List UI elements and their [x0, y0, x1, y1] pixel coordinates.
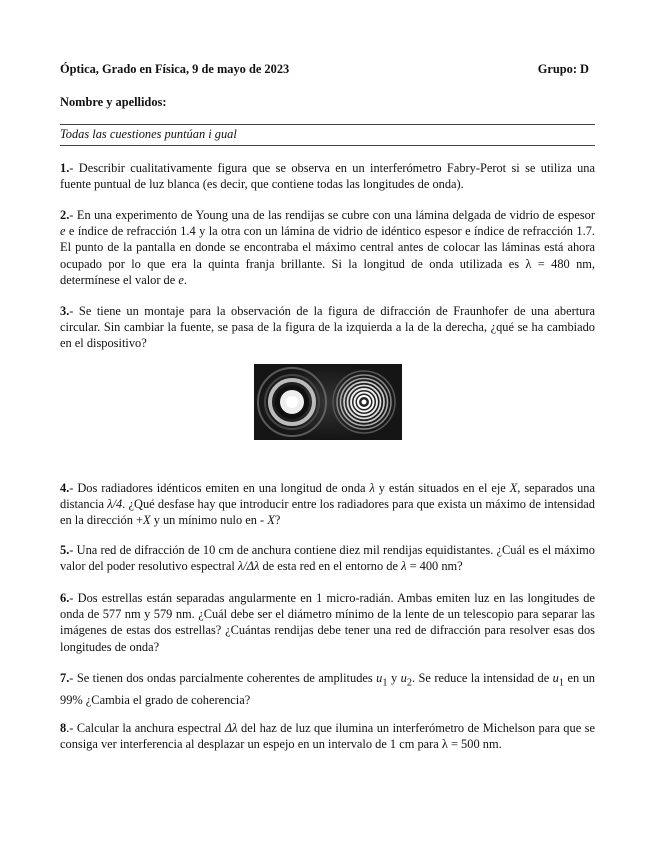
name-label: Nombre y apellidos: [60, 95, 167, 109]
question-3: 3.- Se tiene un montaje para la observación de la figura de difracción de Fraunhofer de una abertura circular. Sin cambiar la fuente, se pasa de la figura de la izquierda a la de la derecha, ¿qué se ha cambiado en el dispositivo? [60, 304, 595, 351]
top-rule [60, 124, 595, 125]
question-4: 4.- Dos radiadores idénticos emiten en una longitud de onda λ y están situados en el eje X, separados una distancia λ/4. ¿Qué desfase hay que introducir entre los radiadores para que exista un máximo de intensidad en la dirección +X y un mínimo nulo en - X? [60, 481, 596, 528]
question-1: 1.- Describir cualitativamente figura que se observa en un interferómetro Fabry-Perot si se utiliza una fuente puntual de luz blanca (es decir, que contiene todas las longitudes de onda). [60, 161, 595, 192]
bottom-rule [60, 145, 595, 146]
question-5: 5.- Una red de difracción de 10 cm de anchura contiene diez mil rendijas equidistantes. ¿Cuál es el máximo valor del poder resolutivo espectral λ/Δλ de esta red en el entorno de λ = 400 nm? [60, 543, 595, 574]
diffraction-figure [254, 364, 402, 440]
question-2: 2.- En una experimento de Young una de las rendijas se cubre con una lámina delgada de vidrio de espesor e e índice de refracción 1.4 y la otra con un lámina de vidrio de idéntico espesor e índice de refracción 1.7. El punto de la pantalla en donde se encontraba el máximo central antes de colocar las láminas está ahora ocupado por lo que era la quinta franja brillante. Si la longitud de onda utilizada es λ = 480 nm, determínese el valor de e. [60, 208, 595, 287]
scoring-note: Todas las cuestiones puntúan i gual [60, 127, 237, 141]
question-8: 8.- Calcular la anchura espectral Δλ del haz de luz que ilumina un interferómetro de Michelson para que se consiga ver interferencia al desplazar un espejo en un intervalo de 1 cm para λ = 500 nm. [60, 721, 595, 752]
left-airy-pattern [258, 368, 326, 436]
question-6: 6.- Dos estrellas están separadas angularmente en 1 micro-radián. Ambas emiten luz en las longitudes de onda de 577 nm y 579 nm. ¿Cuál debe ser el diámetro mínimo de la lente de un telescopio para separar las imágenes de estas dos estrellas? ¿Cuántas rendijas debe tener una red de difracción para resolver esas dos longitudes de onda? [60, 591, 595, 654]
exam-title: Óptica, Grado en Física, 9 de mayo de 2023 [60, 62, 290, 76]
question-7: 7.- Se tienen dos ondas parcialmente coherentes de amplitudes $u_1$ y $u_2$. Se reduce la intensidad de $u_1$ en un 99% ¿Cambia el grado de coherencia? [60, 671, 596, 707]
exam-group: Grupo: D [537, 62, 589, 76]
